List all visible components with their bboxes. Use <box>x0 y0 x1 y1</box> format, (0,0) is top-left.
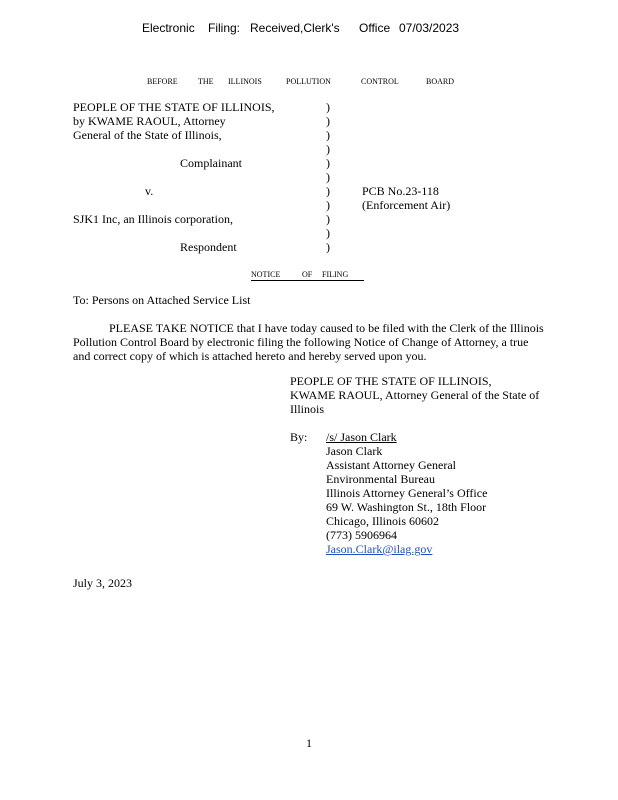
case-type: (Enforcement Air) <box>362 198 451 212</box>
page-number: 1 <box>306 736 312 750</box>
body-line2: Pollution Control Board by electronic filing the following Notice of Change of Attorney, a true <box>73 335 529 349</box>
attorney-name: Jason Clark <box>326 444 383 458</box>
attorney-email-link[interactable]: Jason.Clark@ilag.gov <box>326 542 433 556</box>
complainant-line1: PEOPLE OF THE STATE OF ILLINOIS, <box>73 100 275 114</box>
stamp-date: 07/03/2023 <box>399 21 460 35</box>
case-number: PCB No.23-118 <box>362 184 439 198</box>
attorney-office: Illinois Attorney General’s Office <box>326 486 488 500</box>
board-word: THE <box>198 77 214 86</box>
board-word: ILLINOIS <box>228 77 262 86</box>
complainant-line2: by KWAME RAOUL, Attorney <box>73 114 226 128</box>
stamp-electronic: Electronic <box>142 21 195 35</box>
board-word: BEFORE <box>147 77 178 86</box>
paren: ) <box>326 114 330 128</box>
complainant-label: Complainant <box>180 156 242 170</box>
date-line: July 3, 2023 <box>73 576 133 590</box>
versus: v. <box>145 184 154 198</box>
attorney-bureau: Environmental Bureau <box>326 472 435 486</box>
notice-underline <box>251 280 364 281</box>
by-label: By: <box>290 430 308 444</box>
paren: ) <box>326 184 330 198</box>
paren: ) <box>326 142 330 156</box>
paren: ) <box>326 198 330 212</box>
signature-line: /s/ Jason Clark <box>326 430 397 444</box>
paren: ) <box>326 156 330 170</box>
notice-word: OF <box>302 270 313 279</box>
body-line3: and correct copy of which is attached hereto and hereby served upon you. <box>73 349 427 363</box>
notice-word: FILING <box>322 270 349 279</box>
respondent-label: Respondent <box>180 240 237 254</box>
paren: ) <box>326 100 330 114</box>
board-word: CONTROL <box>361 77 399 86</box>
complainant-line3: General of the State of Illinois, <box>73 128 222 142</box>
to-line: To: Persons on Attached Service List <box>73 293 251 307</box>
party-line2: KWAME RAOUL, Attorney General of the State of <box>290 388 540 402</box>
stamp-filing: Filing: <box>208 21 241 35</box>
party-line3: Illinois <box>290 402 325 416</box>
paren: ) <box>326 128 330 142</box>
board-word: POLLUTION <box>286 77 331 86</box>
respondent-name: SJK1 Inc, an Illinois corporation, <box>73 212 233 226</box>
attorney-city: Chicago, Illinois 60602 <box>326 514 439 528</box>
party-line1: PEOPLE OF THE STATE OF ILLINOIS, <box>290 374 492 388</box>
notice-word: NOTICE <box>251 270 281 279</box>
stamp-office: Office <box>359 21 391 35</box>
body-line1: PLEASE TAKE NOTICE that I have today caused to be filed with the Clerk of the Illinois <box>109 321 544 335</box>
attorney-street: 69 W. Washington St., 18th Floor <box>326 500 487 514</box>
board-word: BOARD <box>426 77 455 86</box>
paren: ) <box>326 212 330 226</box>
paren: ) <box>326 226 330 240</box>
paren: ) <box>326 240 330 254</box>
stamp-received: Received,Clerk's <box>250 21 340 35</box>
attorney-title: Assistant Attorney General <box>326 458 456 472</box>
paren: ) <box>326 170 330 184</box>
attorney-phone: (773) 5906964 <box>326 528 397 542</box>
